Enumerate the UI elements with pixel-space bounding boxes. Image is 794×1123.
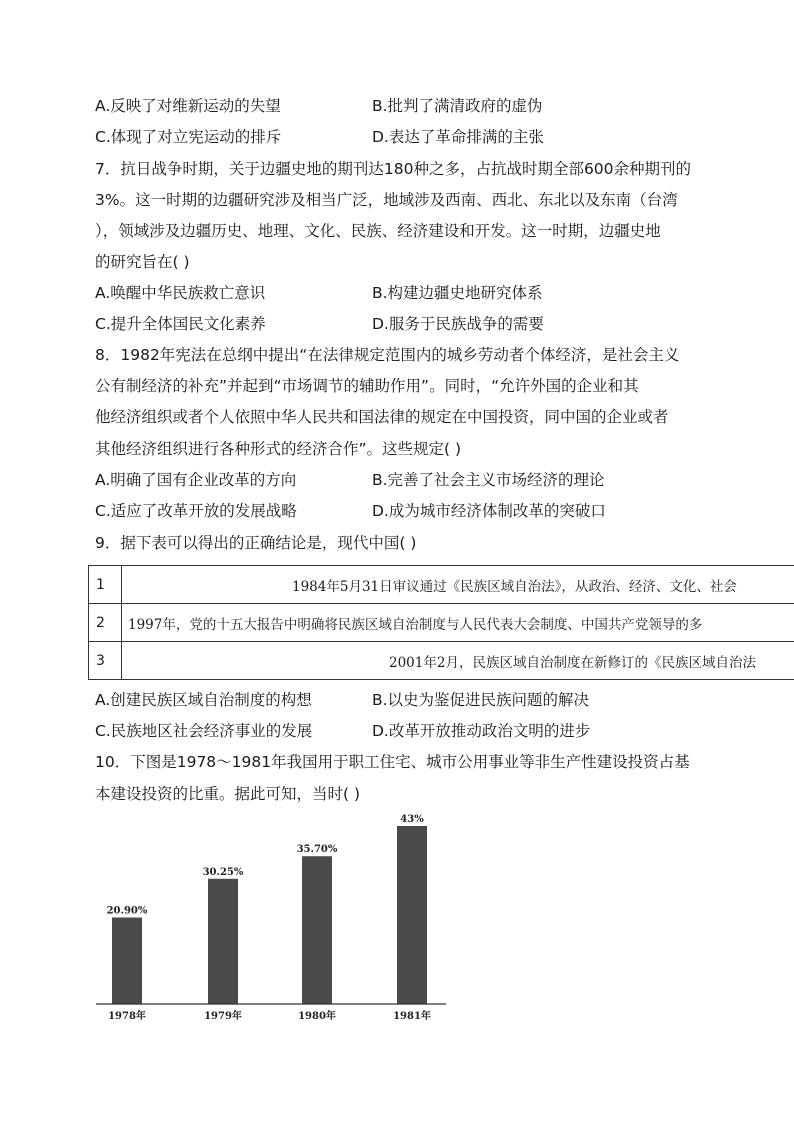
q9-stem: 9．据下表可以得出的正确结论是，现代中国( ) xyxy=(95,534,417,552)
q7-option-b: B.构建边疆史地研究体系 xyxy=(372,284,543,302)
q8-stem-line: 他经济组织或者个人依照中华人民共和国法律的规定在中国投资，同中国的企业或者 xyxy=(95,408,669,426)
q9-option-a: A.创建民族区域自治制度的构想 xyxy=(95,691,312,709)
table-cell-text xyxy=(122,566,794,604)
q7-stem-line: 的研究旨在( ) xyxy=(95,253,190,271)
data-label: 20.90% xyxy=(106,905,148,917)
table-cell-num: 3 xyxy=(89,642,122,680)
table-cell-num: 1 xyxy=(89,566,122,604)
bar-chart xyxy=(90,808,450,1028)
q7-option-d: D.服务于民族战争的需要 xyxy=(372,315,544,333)
q6-option-a: A.反映了对维新运动的失望 xyxy=(95,97,281,115)
bar-1979年 xyxy=(208,879,238,1004)
q7-option-a: A.唤醒中华民族救亡意识 xyxy=(95,284,266,302)
table-row xyxy=(89,642,794,680)
q6-option-d: D.表达了革命排满的主张 xyxy=(372,128,544,146)
q8-option-c: C.适应了改革开放的发展战略 xyxy=(95,502,297,520)
table-row xyxy=(89,604,794,642)
table-cell-text-content: 2001年2月，民族区域自治制度在新修订的《民族区域自治法 xyxy=(389,654,756,671)
data-label: 35.70% xyxy=(296,844,338,856)
q7-stem-line: 3%。这一时期的边疆研究涉及相当广泛，地域涉及西南、西北、东北以及东南（台湾 xyxy=(95,191,678,209)
x-tick-label: 1978年 xyxy=(108,1011,146,1022)
q9-option-c: C.民族地区社会经济事业的发展 xyxy=(95,722,313,740)
table-cell-text xyxy=(122,642,794,680)
q6-option-b: B.批判了满清政府的虚伪 xyxy=(372,97,543,115)
data-label: 43% xyxy=(400,814,424,825)
table-cell-text-content: 1984年5月31日审议通过《民族区域自治法》，从政治、经济、文化、社会 xyxy=(292,578,737,595)
table-cell-text-content: 1997年，党的十五大报告中明确将民族区域自治制度与人民代表大会制度、中国共产党领导的多 xyxy=(128,616,703,633)
q8-option-a: A.明确了国有企业改革的方向 xyxy=(95,471,297,489)
bar-1981年 xyxy=(397,826,427,1004)
x-tick-label: 1979年 xyxy=(204,1011,242,1022)
q9-option-b: B.以史为鉴促进民族问题的解决 xyxy=(372,691,590,709)
bar-1978年 xyxy=(112,917,142,1004)
q8-stem-line: 其他经济组织进行各种形式的经济合作”。这些规定( ) xyxy=(95,440,462,458)
q10-stem-line: 本建设投资的比重。据此可知，当时( ) xyxy=(95,785,361,803)
x-tick-label: 1980年 xyxy=(298,1011,336,1022)
q7-option-c: C.提升全体国民文化素养 xyxy=(95,315,266,333)
q8-stem-line: 公有制经济的补充”并起到“市场调节的辅助作用”。同时，“允许外国的企业和其 xyxy=(95,377,639,395)
q8-stem-line: 8．1982年宪法在总纲中提出“在法律规定范围内的城乡劳动者个体经济，是社会主义 xyxy=(95,346,680,364)
q6-option-c: C.体现了对立宪运动的排斥 xyxy=(95,128,282,146)
q8-option-d: D.成为城市经济体制改革的突破口 xyxy=(372,502,606,520)
q9-option-d: D.改革开放推动政治文明的进步 xyxy=(372,722,591,740)
x-tick-label: 1981年 xyxy=(393,1011,431,1022)
data-label: 30.25% xyxy=(202,866,244,878)
bar-1980年 xyxy=(302,856,332,1004)
q8-option-b: B.完善了社会主义市场经济的理论 xyxy=(372,471,605,489)
table-cell-text xyxy=(122,604,794,642)
table-row xyxy=(89,566,794,604)
q9-table xyxy=(88,565,794,680)
q10-stem-line: 10．下图是1978～1981年我国用于职工住宅、城市公用事业等非生产性建设投资占基 xyxy=(95,753,690,771)
q7-stem-line: ），领域涉及边疆历史、地理、文化、民族、经济建设和开发。这一时期，边疆史地 xyxy=(95,222,661,240)
table-cell-num: 2 xyxy=(89,604,122,642)
q7-stem-line: 7．抗日战争时期，关于边疆史地的期刊达180种之多，占抗战时期全部600余种期刊的 xyxy=(95,160,692,178)
